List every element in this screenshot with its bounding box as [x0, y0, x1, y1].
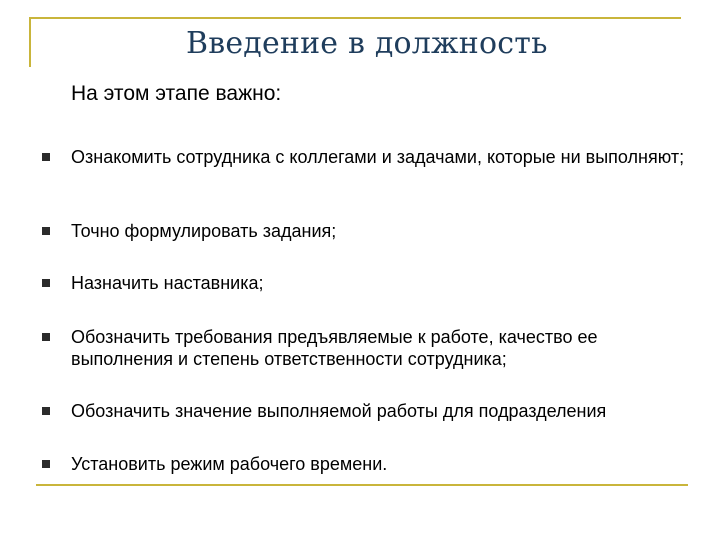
intro-text: На этом этапе важно: — [71, 82, 282, 105]
list-item-text: Назначить наставника; — [71, 273, 264, 293]
list-item-text: Точно формулировать задания; — [71, 221, 337, 241]
list-item-text: Обозначить требования предъявляемые к работе, качество ее выполнения и степень ответственности сотрудника; — [71, 327, 598, 369]
slide-title: Введение в должность — [186, 26, 548, 61]
list-item-text: Установить режим рабочего времени. — [71, 454, 388, 474]
square-bullet-icon — [42, 227, 50, 235]
list-item-text: Обозначить значение выполняемой работы для подразделения — [71, 401, 607, 421]
square-bullet-icon — [42, 460, 50, 468]
square-bullet-icon — [42, 153, 50, 161]
list-item-text: Ознакомить сотрудника с коллегами и задачами, которые ни выполняют; — [71, 147, 685, 167]
square-bullet-icon — [42, 279, 50, 287]
square-bullet-icon — [42, 333, 50, 341]
square-bullet-icon — [42, 407, 50, 415]
